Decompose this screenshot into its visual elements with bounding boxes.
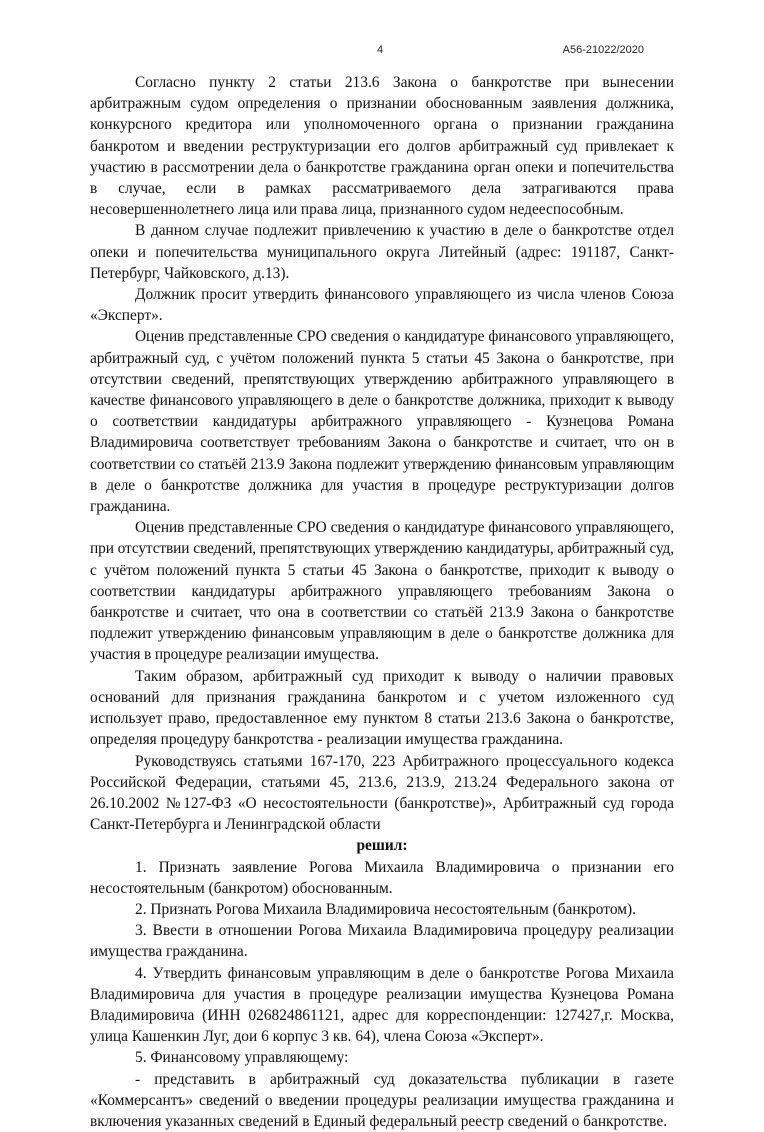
- paragraph-legal-basis: Руководствуясь статьями 167-170, 223 Арбитражного процессуального кодекса Российской Федерации, статьями 45, 213.6, 213.9, 213.24 Федерального закона от 26.10.2002 №127-ФЗ «О несостоятельности (банкротстве)», Арбитражный суд города Санкт-Петербурга и Ленинградской области: [90, 752, 674, 834]
- document-body: [90, 72, 674, 1132]
- decision-heading: решил:: [356, 837, 408, 855]
- paragraph-opeka-involvement: В данном случае подлежит привлечению к участию в деле о банкротстве отдел опеки и попечительства муниципального округа Литейный (адрес: 191187, Санкт-Петербург, Чайковского, д.13).: [90, 222, 674, 282]
- paragraph-conclusion: Таким образом, арбитражный суд приходит к выводу о наличии правовых оснований для признания гражданина банкротом и с учетом изложенного суд использует право, предоставленное ему пунктом 8 статьи 213.6 Закона о банкротстве, определяя процедуру банкротства - реализации имущества гражданина.: [90, 667, 674, 749]
- page-number: 4: [377, 44, 384, 56]
- case-number: А56-21022/2020: [562, 44, 644, 56]
- decision-item-5-sub: - представить в арбитражный суд доказательства публикации в газете «Коммерсантъ» сведений о введении процедуры реализации имущества гражданина и включения указанных сведений в Единый федеральный реестр сведений о банкротстве.: [90, 1070, 674, 1130]
- paragraph-realization-manager: Оценив представленные СРО сведения о кандидатуре финансового управляющего, при отсутствии сведений, препятствующих утверждению кандидатуры, арбитражный суд, с учётом положений пункта 5 статьи 45 Закона о банкротстве, приходит к выводу о соответствии кандидатуры арбитражного управляющего требованиям Закона о банкротстве и считает, что она в соответствии со статьёй 213.9 Закона о банкротстве подлежит утверждению финансовым управляющим в деле о банкротстве должника для участия в процедуре реализации имущества.: [90, 519, 674, 664]
- decision-item-1: 1. Признать заявление Рогова Михаила Владимировича о признании его несостоятельным (банкротом) обоснованным.: [90, 858, 674, 897]
- decision-item-4: 4. Утвердить финансовым управляющим в деле о банкротстве Рогова Михаила Владимировича для участия в процедуре реализации имущества Кузнецова Романа Владимировича (ИНН 026824861121, адрес для корреспонденции: 127427,г. Москва, улица Кашенкин Луг, дои 6 корпус 3 кв. 64), члена Союза «Эксперт».: [90, 964, 674, 1046]
- decision-item-3: 3. Ввести в отношении Рогова Михаила Владимировича процедуру реализации имущества гражданина.: [90, 922, 674, 961]
- paragraph-restructuring-manager: Оценив представленные СРО сведения о кандидатуре финансового управляющего, арбитражный суд, с учётом положений пункта 5 статьи 45 Закона о банкротстве, при отсутствии сведений, препятствующих утверждению арбитражного управляющего в качестве финансового управляющего в деле о банкротстве должника, приходит к выводу о соответствии кандидатуры арбитражного управляющего - Кузнецова Романа Владимировича соответствует требованиям Закона о банкротстве и считает, что он в соответствии со статьёй 213.9 Закона подлежит утверждению финансовым управляющим в деле о банкротстве должника для участия в процедуре реструктуризации долгов гражданина.: [90, 328, 674, 516]
- paragraph-opeka-rule: Согласно пункту 2 статьи 213.6 Закона о банкротстве при вынесении арбитражным судом определения о признании обоснованным заявления должника, конкурсного кредитора или уполномоченного органа о признании гражданина банкротом и введении реструктуризации его долгов арбитражный суд привлекает к участию в рассмотрении дела о банкротстве гражданина орган опеки и попечительства в случае, если в рамках рассматриваемого дела затрагиваются права несовершеннолетнего лица или права лица, признанного судом недееспособным.: [90, 74, 674, 219]
- decision-item-2: 2. Признать Рогова Михаила Владимировича несостоятельным (банкротом).: [135, 900, 636, 918]
- paragraph-sro-request: Должник просит утвердить финансового управляющего из числа членов Союза «Эксперт».: [90, 286, 674, 325]
- decision-item-5: 5. Финансовому управляющему:: [135, 1049, 349, 1067]
